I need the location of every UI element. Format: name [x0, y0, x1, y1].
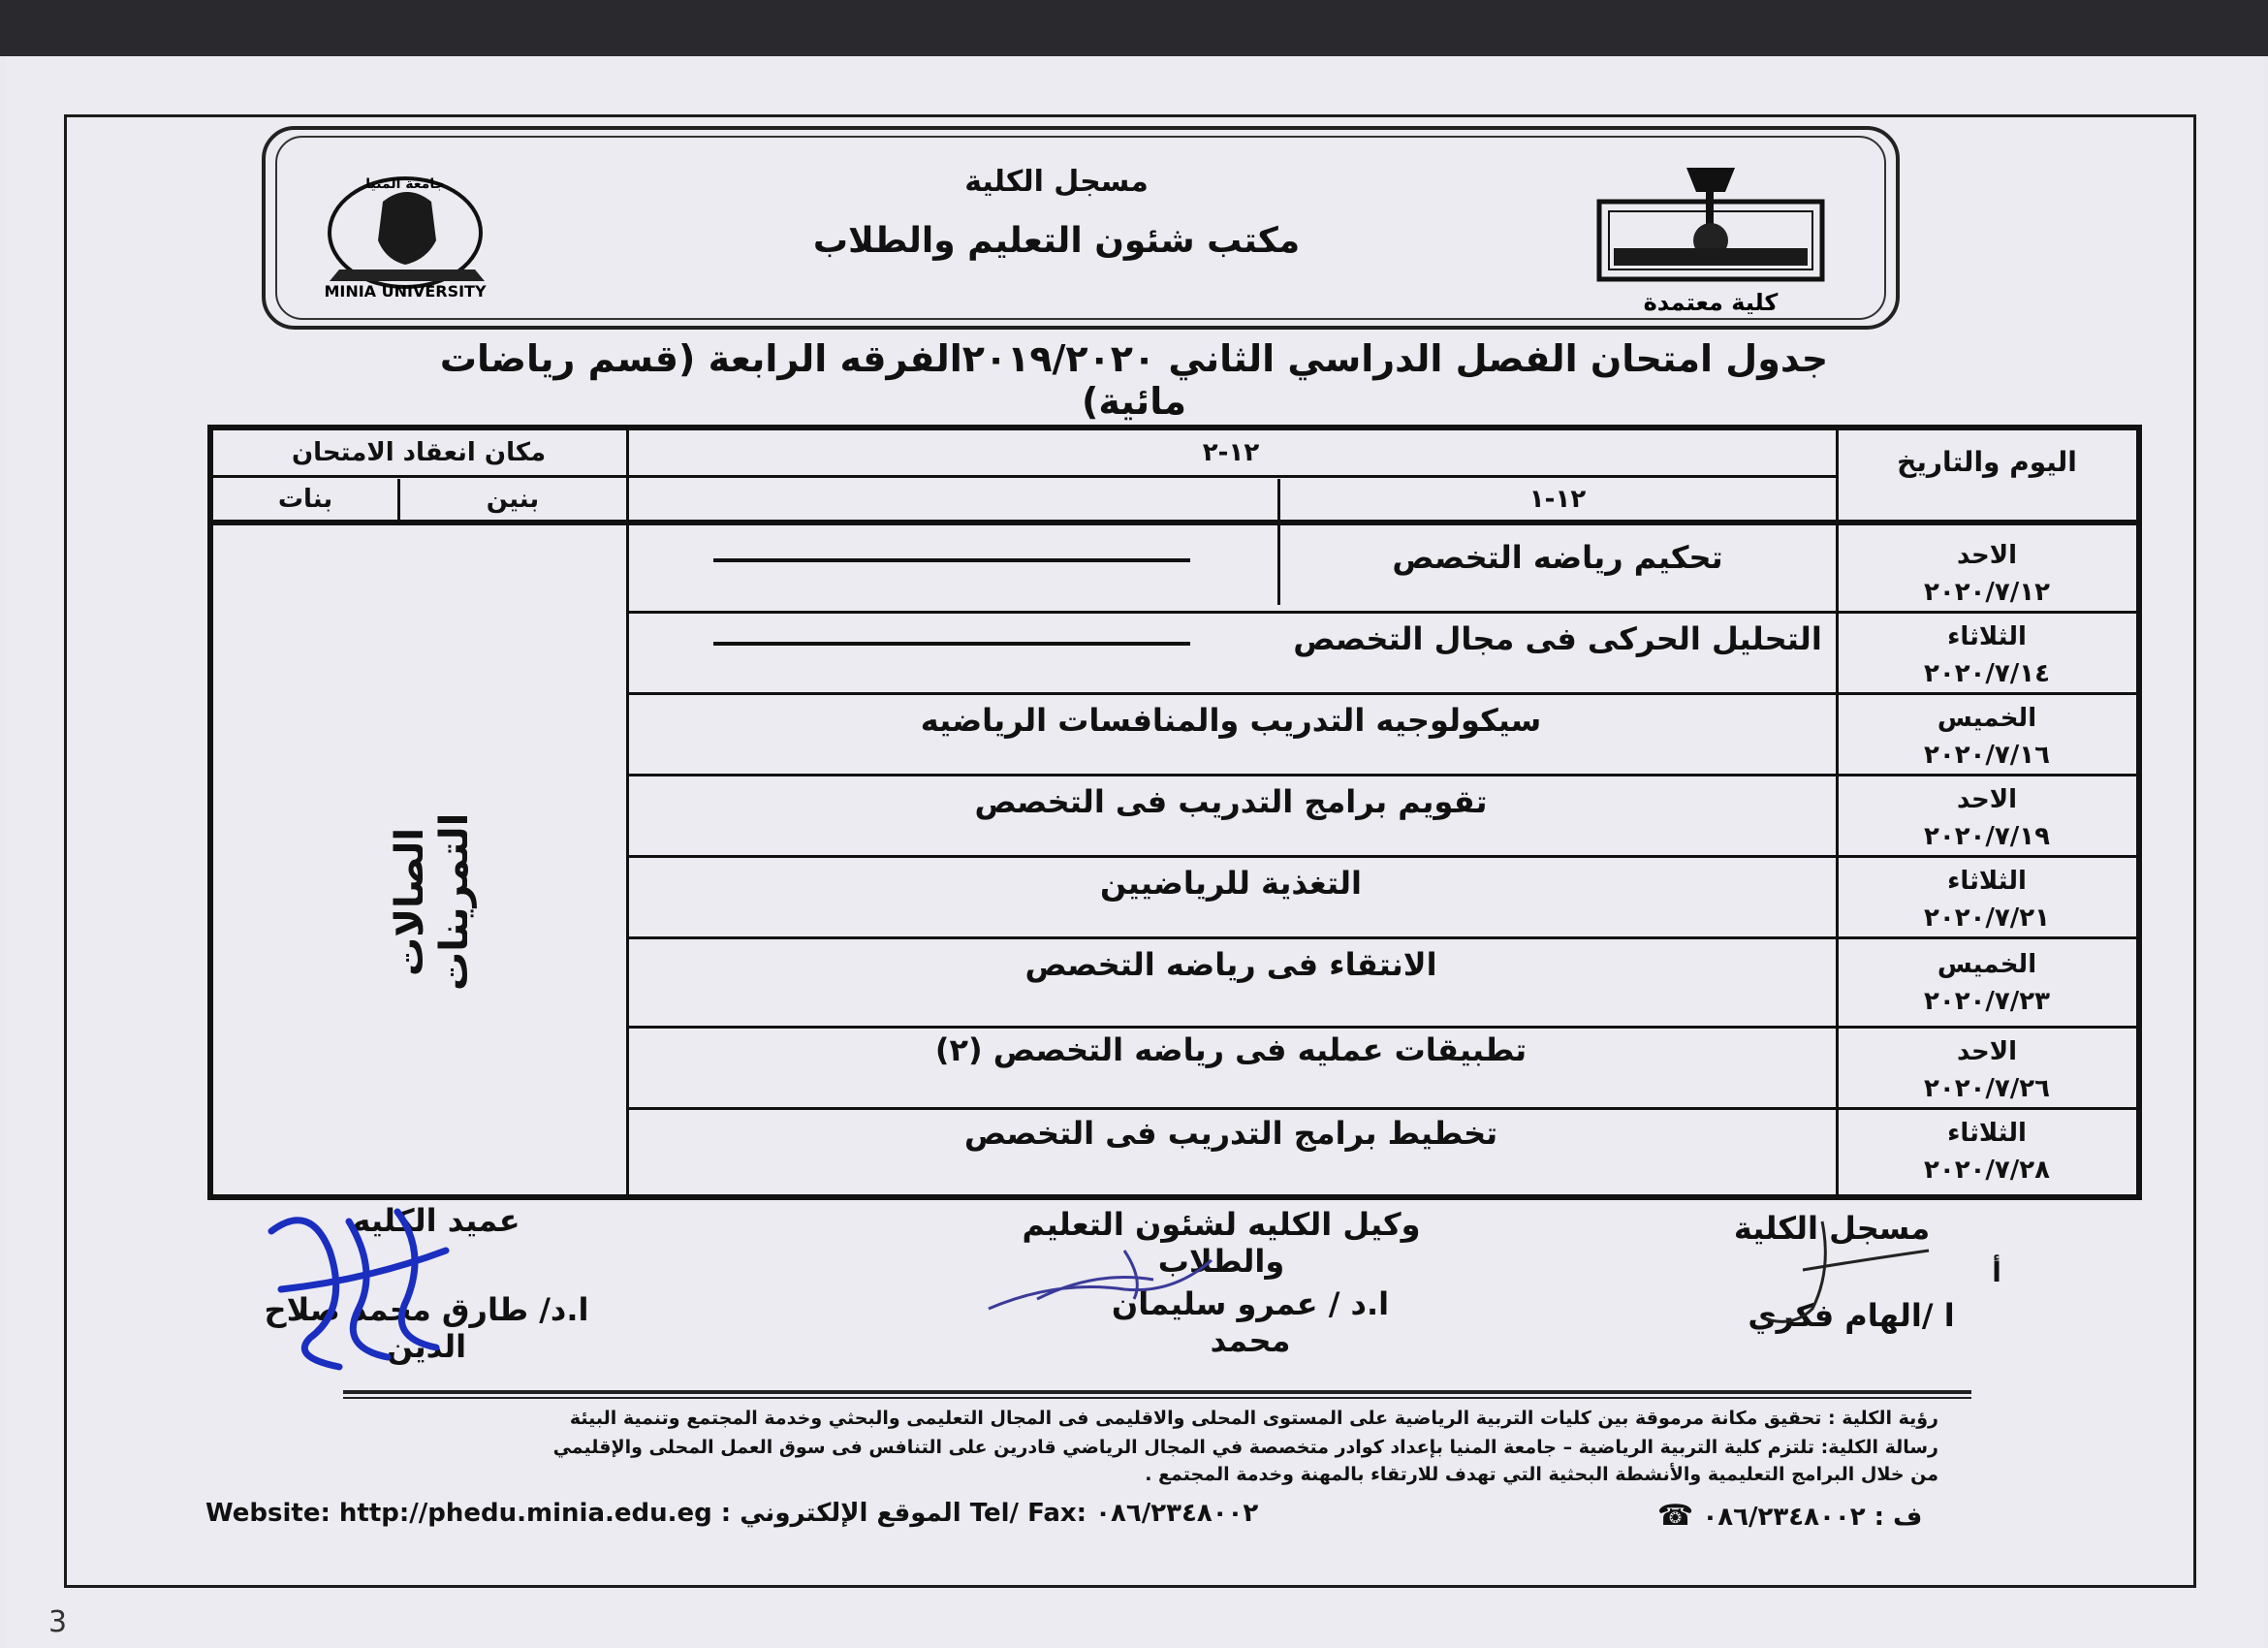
logo-caption: كلية معتمدة: [1643, 289, 1779, 316]
phone-contact: [1657, 1499, 1922, 1533]
header-place: مكان انعقاد الامتحان: [291, 438, 547, 467]
registrar-name: ا /الهام فكري: [1748, 1297, 1955, 1334]
row-day: الثلاثاء: [1947, 622, 2027, 651]
header-time-sub: ١٢-١: [1528, 485, 1587, 514]
row-date: ٢٠٢٠/٧/٢٦: [1923, 1074, 2051, 1103]
header-day-date: اليوم والتاريخ: [1897, 446, 2077, 478]
vice-dean-name: ا.د / عمرو سليمان محمد: [1111, 1285, 1390, 1359]
row-divider: [626, 1107, 2136, 1110]
row-day: الاحد: [1956, 1037, 2018, 1066]
row-subject: سيكولوجيه التدريب والمنافسات الرياضيه: [920, 702, 1542, 739]
exam-place-label: الصالات التمرينات: [388, 812, 477, 991]
row-date: ٢٠٢٠/٧/٢٣: [1923, 987, 2051, 1016]
row-day: الخميس: [1937, 704, 2037, 733]
phone-icon: ☎: [1657, 1499, 1694, 1533]
row-date: ٢٠٢٠/٧/١٦: [1923, 741, 2051, 770]
table-divider: [1836, 430, 1839, 1194]
row-date: ٢٠٢٠/٧/٢٨: [1923, 1156, 2051, 1185]
phone-number: ف : ٠٨٦/٢٣٤٨٠٠٢: [1702, 1503, 1923, 1532]
vice-dean-title: وكيل الكليه لشئون التعليم والطلاب: [1022, 1206, 1421, 1280]
row-subject: تطبيقات عمليه فى رياضه التخصص (٢): [934, 1031, 1528, 1068]
header-time-main: ١٢-٢: [1202, 438, 1260, 467]
table-divider: [397, 479, 400, 520]
registrar-sign-mark: أ: [1992, 1256, 2001, 1288]
table-divider: [626, 430, 629, 1194]
row-subject: التغذية للرياضيين: [1099, 865, 1362, 902]
row-day: الثلاثاء: [1947, 1119, 2027, 1148]
footer-rule: [343, 1390, 1971, 1394]
footer-rule-thin: [343, 1397, 1971, 1399]
mission-text: رسالة الكلية: تلتزم كلية التربية الرياضية – جامعة المنيا بإعداد كوادر متخصصة في المجال الرياضي قادرين على التنافس فى سوق العمل المحلى والإقليمي: [552, 1437, 1938, 1458]
table-divider: [1277, 479, 1280, 605]
row-divider: [626, 692, 2136, 695]
minia-university-logo: [291, 173, 523, 299]
row-subject: تحكيم رياضه التخصص: [1392, 539, 1723, 576]
row-divider: [626, 774, 2136, 776]
row-day: الثلاثاء: [1947, 867, 2027, 896]
website-contact: Website: http://phedu.minia.edu.eg : الموقع الإلكتروني Tel/ Fax: ٠٨٦/٢٣٤٨٠٠٢: [205, 1499, 1259, 1528]
dean-title: عميد الكليه: [352, 1202, 520, 1239]
faculty-logo: [1590, 163, 1832, 318]
row-divider: [626, 1026, 2136, 1029]
scan-border: [0, 0, 2268, 56]
table-divider: [213, 475, 1836, 478]
row-date: ٢٠٢٠/٧/١٢: [1923, 578, 2051, 607]
mission-text-continued: من خلال البرامج التعليمية والأنشطة البحثية التي تهدف للارتقاء بالمهنة وخدمة المجتمع .: [1145, 1464, 1938, 1485]
row-date: ٢٠٢٠/٧/١٤: [1923, 659, 2051, 688]
row-day: الاحد: [1956, 541, 2018, 570]
row-subject: تخطيط برامج التدريب فى التخصص: [963, 1115, 1498, 1152]
row-divider: [626, 611, 2136, 614]
empty-slot-line: [713, 642, 1190, 646]
logo-english-text: MINIA UNIVERSITY: [324, 282, 487, 299]
row-subject: التحليل الحركى فى مجال التخصص: [1293, 620, 1822, 657]
row-day: الخميس: [1937, 950, 2037, 979]
registrar-heading: مسجل الكلية: [964, 165, 1149, 199]
empty-slot-line: [713, 558, 1190, 562]
header-girls: بنات: [277, 485, 333, 514]
registrar-sign-title: مسجل الكلية: [1733, 1210, 1931, 1247]
row-day: الاحد: [1956, 785, 2018, 814]
row-divider: [626, 936, 2136, 939]
document-title: جدول امتحان الفصل الدراسي الثاني ٢٠١٩/٢٠٢٠الفرقه الرابعة (قسم رياضات مائية): [439, 337, 1829, 423]
dean-signature: [252, 1192, 465, 1386]
row-date: ٢٠٢٠/٧/١٩: [1923, 822, 2051, 851]
row-subject: الانتقاء فى رياضه التخصص: [1024, 946, 1437, 983]
table-header-rule: [213, 520, 2136, 525]
office-heading: مكتب شئون التعليم والطلاب: [812, 221, 1301, 261]
vision-text: رؤية الكلية : تحقيق مكانة مرموقة بين كليات التربية الرياضية على المستوى المحلى والاقليمى فى المجال التعليمى والبحثي وخدمة المجتمع وتنمية البيئة: [569, 1408, 1938, 1429]
dean-name: ا.د/ طارق محمد صلاح الدين: [264, 1291, 589, 1365]
row-divider: [626, 855, 2136, 858]
logo-arabic-text: جامعة المنيا: [365, 176, 445, 192]
page-number: 3: [48, 1605, 68, 1639]
row-date: ٢٠٢٠/٧/٢١: [1923, 903, 2051, 933]
header-boys: بنين: [486, 485, 540, 514]
vice-dean-signature: [979, 1241, 1231, 1318]
registrar-signature: [1745, 1212, 1938, 1338]
row-subject: تقويم برامج التدريب فى التخصص: [974, 783, 1488, 820]
